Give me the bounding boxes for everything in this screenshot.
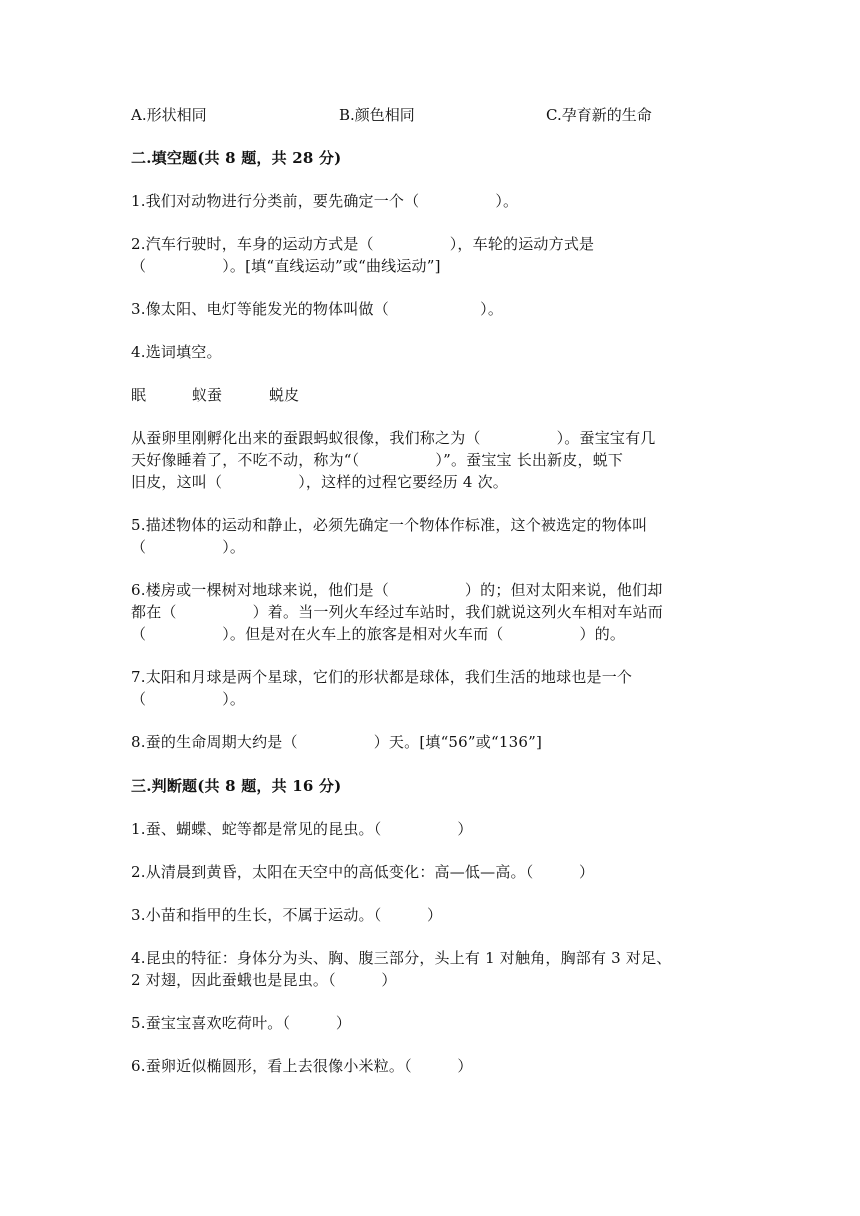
section-2-title: 二.填空题(共 8 题，共 28 分)	[131, 149, 342, 167]
fill-question-4: 4.选词填空。	[131, 343, 222, 361]
fill-question-3: 3.像太阳、电灯等能发光的物体叫做（ ）。	[131, 300, 504, 318]
word-choice-1: 眠	[131, 386, 147, 404]
fill-question-4-line-3: 旧皮，这叫（ ），这样的过程它要经历 4 次。	[131, 473, 508, 491]
judge-question-1: 1.蚕、蝴蝶、蛇等都是常见的昆虫。（ ）	[131, 820, 473, 838]
fill-question-2-line-1: 2.汽车行驶时，车身的运动方式是（ ），车轮的运动方式是	[131, 235, 595, 253]
option-c: C.孕育新的生命	[546, 106, 652, 124]
judge-question-4-line-2: 2 对翅，因此蚕蛾也是昆虫。（ ）	[131, 971, 397, 989]
judge-question-2: 2.从清晨到黄昏，太阳在天空中的高低变化：高—低—高。（ ）	[131, 863, 595, 881]
fill-question-4-line-2: 天好像睡着了，不吃不动，称为“（ ）”。蚕宝宝 长出新皮，蜕下	[131, 451, 624, 469]
fill-question-7-line-2: （ ）。	[131, 690, 246, 708]
fill-question-8: 8.蚕的生命周期大约是（ ）天。[填“56”或“136”]	[131, 733, 543, 751]
section-3-title: 三.判断题(共 8 题，共 16 分)	[131, 777, 342, 795]
option-a: A.形状相同	[131, 106, 207, 124]
option-b: B.颜色相同	[339, 106, 415, 124]
fill-question-2-line-2: （ ）。[填“直线运动”或“曲线运动”]	[131, 257, 441, 275]
fill-question-5-line-1: 5.描述物体的运动和静止，必须先确定一个物体作标准，这个被选定的物体叫	[131, 516, 648, 534]
judge-question-3: 3.小苗和指甲的生长，不属于运动。（ ）	[131, 906, 443, 924]
word-choice-2: 蚁蚕	[192, 386, 223, 404]
fill-question-4-line-1: 从蚕卵里刚孵化出来的蚕跟蚂蚁很像，我们称之为（ ）。蚕宝宝有几	[131, 429, 656, 447]
word-choice-3: 蜕皮	[269, 386, 300, 404]
fill-question-6-line-1: 6.楼房或一棵树对地球来说，他们是（ ）的；但对太阳来说，他们却	[131, 581, 663, 599]
fill-question-5-line-2: （ ）。	[131, 538, 246, 556]
judge-question-5: 5.蚕宝宝喜欢吃荷叶。（ ）	[131, 1014, 352, 1032]
fill-question-7-line-1: 7.太阳和月球是两个星球，它们的形状都是球体，我们生活的地球也是一个	[131, 668, 633, 686]
judge-question-4-line-1: 4.昆虫的特征：身体分为头、胸、腹三部分，头上有 1 对触角，胸部有 3 对足、	[131, 949, 672, 967]
fill-question-6-line-2: 都在（ ）着。当一列火车经过车站时，我们就说这列火车相对车站而	[131, 603, 664, 621]
fill-question-1: 1.我们对动物进行分类前，要先确定一个（ ）。	[131, 192, 519, 210]
fill-question-6-line-3: （ ）。但是对在火车上的旅客是相对火车而（ ）的。	[131, 625, 626, 643]
judge-question-6: 6.蚕卵近似椭圆形，看上去很像小米粒。（ ）	[131, 1057, 473, 1075]
